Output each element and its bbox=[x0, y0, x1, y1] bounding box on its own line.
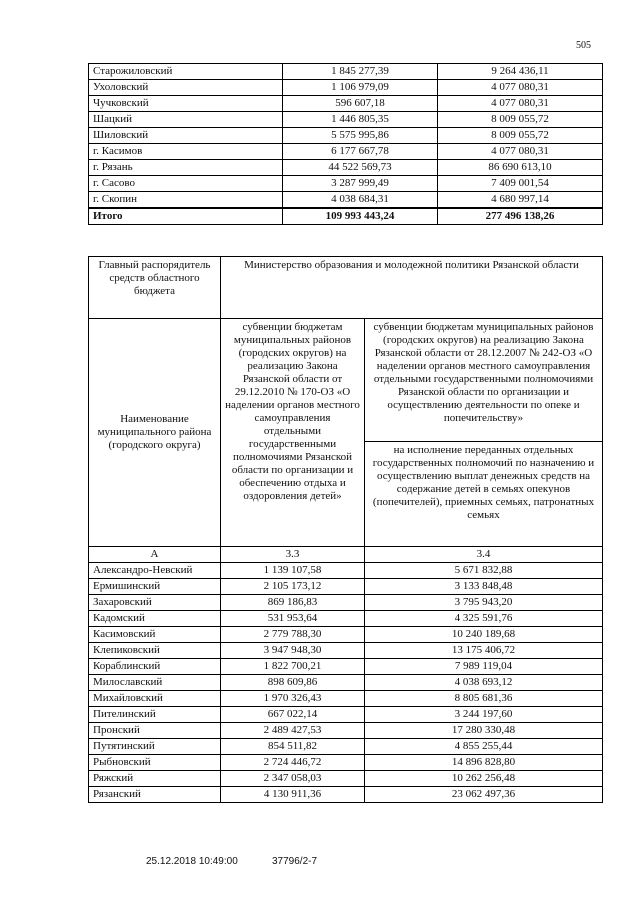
table-row-v2: 10 240 189,68 bbox=[365, 627, 603, 643]
table-row-v2: 4 038 693,12 bbox=[365, 675, 603, 691]
table-row bbox=[89, 144, 603, 160]
table-main bbox=[88, 256, 603, 803]
table-row-v1: 2 347 058,03 bbox=[221, 771, 365, 787]
table-row-name: Милославский bbox=[89, 675, 221, 691]
table-row-name: г. Рязань bbox=[89, 160, 283, 176]
table-row-name: Кадомский bbox=[89, 611, 221, 627]
table-row bbox=[89, 787, 603, 803]
table-row bbox=[89, 707, 603, 723]
table-row bbox=[89, 112, 603, 128]
table-row-v2: 4 325 591,76 bbox=[365, 611, 603, 627]
table-row-name: Александро-Невский bbox=[89, 563, 221, 579]
total-row-v1: 109 993 443,24 bbox=[283, 208, 438, 225]
table-row-name: Ухоловский bbox=[89, 80, 283, 96]
table-row-v1: 2 105 173,12 bbox=[221, 579, 365, 595]
total-row-name: Итого bbox=[89, 208, 283, 225]
table-row bbox=[89, 579, 603, 595]
table-row-v1: 3 287 999,49 bbox=[283, 176, 438, 192]
table-row-name: Пронский bbox=[89, 723, 221, 739]
table-row-v1: 44 522 569,73 bbox=[283, 160, 438, 176]
table-row bbox=[89, 723, 603, 739]
table-row-v2: 3 133 848,48 bbox=[365, 579, 603, 595]
table-row-name: Рязанский bbox=[89, 787, 221, 803]
table-row-v2: 4 077 080,31 bbox=[438, 144, 603, 160]
header-row-2 bbox=[89, 319, 603, 442]
table-row-name: Клепиковский bbox=[89, 643, 221, 659]
table-row-v2: 5 671 832,88 bbox=[365, 563, 603, 579]
table-row-name: г. Касимов bbox=[89, 144, 283, 160]
table-row-v1: 596 607,18 bbox=[283, 96, 438, 112]
table-row-v1: 1 970 326,43 bbox=[221, 691, 365, 707]
footer-datetime: 25.12.2018 10:49:00 bbox=[146, 856, 238, 867]
total-row-v2: 277 496 138,26 bbox=[438, 208, 603, 225]
table-row bbox=[89, 771, 603, 787]
table-row-v1: 3 947 948,30 bbox=[221, 643, 365, 659]
table-row-v1: 1 845 277,39 bbox=[283, 64, 438, 80]
index-row bbox=[89, 547, 603, 563]
page-number: 505 bbox=[576, 40, 591, 51]
table-row bbox=[89, 691, 603, 707]
table-row-v2: 4 855 255,44 bbox=[365, 739, 603, 755]
table-row-v1: 4 038 684,31 bbox=[283, 192, 438, 209]
table-row-name: Касимовский bbox=[89, 627, 221, 643]
table-row-v1: 2 779 788,30 bbox=[221, 627, 365, 643]
table-row-name: г. Сасово bbox=[89, 176, 283, 192]
table-top bbox=[88, 63, 603, 225]
table-row-v1: 1 446 805,35 bbox=[283, 112, 438, 128]
table-row-v1: 1 139 107,58 bbox=[221, 563, 365, 579]
table-row-v1: 2 489 427,53 bbox=[221, 723, 365, 739]
table-row-name: Кораблинский bbox=[89, 659, 221, 675]
table-row-v2: 23 062 497,36 bbox=[365, 787, 603, 803]
table-row-v1: 667 022,14 bbox=[221, 707, 365, 723]
table-row-v2: 13 175 406,72 bbox=[365, 643, 603, 659]
table-row-v2: 7 989 119,04 bbox=[365, 659, 603, 675]
table-row-v1: 869 186,83 bbox=[221, 595, 365, 611]
table-row bbox=[89, 80, 603, 96]
table-row-name: Путятинский bbox=[89, 739, 221, 755]
table-row-v2: 8 009 055,72 bbox=[438, 128, 603, 144]
index-c2: 3.4 bbox=[365, 547, 603, 563]
table-row-name: Шацкий bbox=[89, 112, 283, 128]
header-ministry: Министерство образования и молодежной политики Рязанской области bbox=[221, 257, 603, 319]
table-row-v1: 854 511,82 bbox=[221, 739, 365, 755]
table-row bbox=[89, 192, 603, 209]
table-row-v1: 4 130 911,36 bbox=[221, 787, 365, 803]
table-row-name: г. Скопин bbox=[89, 192, 283, 209]
table-row-v2: 4 077 080,31 bbox=[438, 80, 603, 96]
header-col1: субвенции бюджетам муниципальных районов (городских округов) на реализацию Закона Рязанской области от 29.12.2010 № 170-ОЗ «О наделении органов местного самоуправления отдельными государственными полномочиями Рязанской области по организации и обеспечению отдыха и оздоровления детей» bbox=[221, 319, 365, 547]
table-row-name: Старожиловский bbox=[89, 64, 283, 80]
table-row-v1: 1 106 979,09 bbox=[283, 80, 438, 96]
table-row-name: Чучковский bbox=[89, 96, 283, 112]
table-row-v1: 6 177 667,78 bbox=[283, 144, 438, 160]
table-row-v2: 3 795 943,20 bbox=[365, 595, 603, 611]
table-row-name: Михайловский bbox=[89, 691, 221, 707]
table-row bbox=[89, 64, 603, 80]
table-row-v2: 7 409 001,54 bbox=[438, 176, 603, 192]
table-row bbox=[89, 739, 603, 755]
table-row bbox=[89, 160, 603, 176]
table-row bbox=[89, 96, 603, 112]
table-row-v2: 8 009 055,72 bbox=[438, 112, 603, 128]
total-row bbox=[89, 208, 603, 225]
table-row-v1: 2 724 446,72 bbox=[221, 755, 365, 771]
table-row-v2: 4 680 997,14 bbox=[438, 192, 603, 209]
table-row-v1: 531 953,64 bbox=[221, 611, 365, 627]
table-row-v2: 3 244 197,60 bbox=[365, 707, 603, 723]
header-distributor-label: Главный распорядитель средств областного бюджета bbox=[89, 257, 221, 319]
table-row-v1: 1 822 700,21 bbox=[221, 659, 365, 675]
table-row-v2: 86 690 613,10 bbox=[438, 160, 603, 176]
header-row-1 bbox=[89, 257, 603, 319]
header-col2-top: субвенции бюджетам муниципальных районов (городских округов) на реализацию Закона Рязанской области от 28.12.2007 № 242-ОЗ «О наделении органов местного самоуправления отдельными государственными полномочиями Рязанской области по организации и осуществлению деятельности по опеке и попечительству» bbox=[365, 319, 603, 442]
table-row bbox=[89, 595, 603, 611]
header-name-label: Наименование муниципального района (городского округа) bbox=[89, 319, 221, 547]
table-row bbox=[89, 755, 603, 771]
table-row-name: Рыбновский bbox=[89, 755, 221, 771]
table-row bbox=[89, 563, 603, 579]
footer-doc-id: 37796/2-7 bbox=[272, 856, 318, 867]
table-row bbox=[89, 643, 603, 659]
table-row-v2: 14 896 828,80 bbox=[365, 755, 603, 771]
table-row-v2: 4 077 080,31 bbox=[438, 96, 603, 112]
table-row bbox=[89, 611, 603, 627]
table-row-v1: 5 575 995,86 bbox=[283, 128, 438, 144]
table-row-name: Ряжский bbox=[89, 771, 221, 787]
index-c1: 3.3 bbox=[221, 547, 365, 563]
table-row-v1: 898 609,86 bbox=[221, 675, 365, 691]
table-row bbox=[89, 176, 603, 192]
table-row-v2: 9 264 436,11 bbox=[438, 64, 603, 80]
table-row bbox=[89, 627, 603, 643]
table-row-name: Шиловский bbox=[89, 128, 283, 144]
table-row-v2: 17 280 330,48 bbox=[365, 723, 603, 739]
table-row-name: Захаровский bbox=[89, 595, 221, 611]
table-row bbox=[89, 128, 603, 144]
index-a: А bbox=[89, 547, 221, 563]
table-row bbox=[89, 675, 603, 691]
table-row-v2: 8 805 681,36 bbox=[365, 691, 603, 707]
table-row-v2: 10 262 256,48 bbox=[365, 771, 603, 787]
table-row-name: Пителинский bbox=[89, 707, 221, 723]
table-row bbox=[89, 659, 603, 675]
table-row-name: Ермишинский bbox=[89, 579, 221, 595]
header-col2-bottom: на исполнение переданных отдельных государственных полномочий по назначению и осуществлению выплат денежных средств на содержание детей в семьях опекунов (попечителей), приемных семьях, патронатных семьях bbox=[365, 442, 603, 547]
